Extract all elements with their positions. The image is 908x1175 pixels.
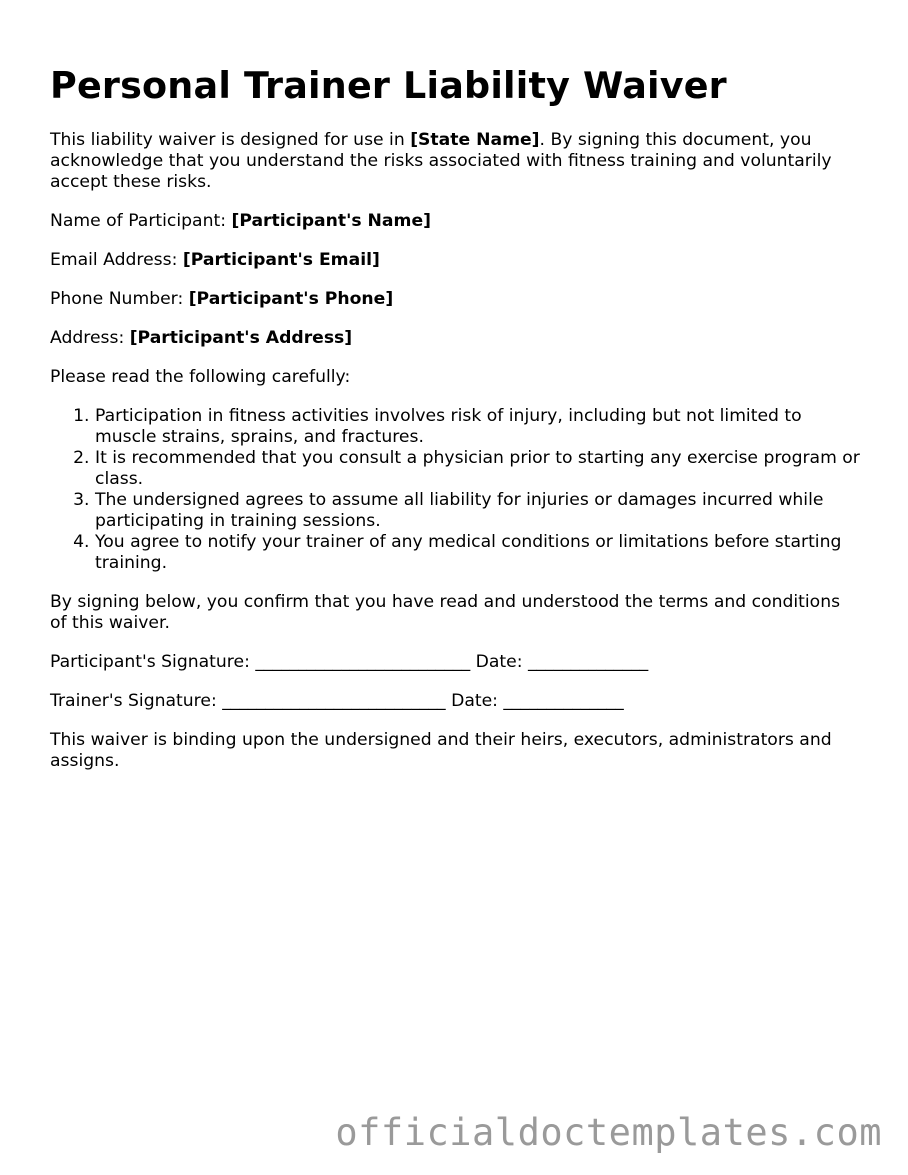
participant-name-value: [Participant's Name]	[231, 211, 431, 231]
participant-phone-field	[50, 289, 860, 310]
participant-signature-line: Participant's Signature: _________________________ Date: ______________	[50, 652, 649, 672]
confirmation-paragraph: By signing below, you confirm that you have read and understood the terms and conditions of this waiver.	[50, 592, 841, 633]
participant-address-label: Address:	[50, 328, 130, 348]
participant-email-field	[50, 250, 860, 271]
participant-email-value: [Participant's Email]	[182, 250, 380, 270]
document-title: Personal Trainer Liability Waiver	[50, 64, 727, 107]
intro-text-after: . By signing this document, you acknowledge that you understand the risks associated with fitness training and voluntarily accept these risks.	[50, 130, 832, 192]
participant-name-label: Name of Participant:	[50, 211, 232, 231]
instructions-text: Please read the following carefully:	[50, 367, 351, 387]
closing-paragraph: This waiver is binding upon the undersigned and their heirs, executors, administrators and assigns.	[50, 730, 832, 771]
document-page	[50, 62, 860, 772]
term-item: 2. It is recommended that you consult a physician prior to starting any exercise program or class.	[95, 448, 860, 490]
participant-phone-value: [Participant's Phone]	[188, 289, 394, 309]
participant-address-value: [Participant's Address]	[129, 328, 353, 348]
intro-text-before: This liability waiver is designed for use in	[50, 130, 411, 150]
intro-paragraph	[50, 130, 860, 193]
state-name-placeholder: [State Name]	[410, 130, 540, 150]
term-item: 1. Participation in fitness activities involves risk of injury, including but not limited to muscle strains, sprains, and fractures.	[95, 406, 860, 448]
term-item: 3. The undersigned agrees to assume all liability for injuries or damages incurred while participating in training sessions.	[95, 490, 860, 532]
participant-phone-label: Phone Number:	[50, 289, 189, 309]
trainer-signature-line: Trainer's Signature: __________________________ Date: ______________	[50, 691, 624, 711]
terms-list	[50, 406, 860, 574]
participant-email-label: Email Address:	[50, 250, 183, 270]
term-item: 4. You agree to notify your trainer of any medical conditions or limitations before starting training.	[95, 532, 860, 574]
participant-name-field	[50, 211, 860, 232]
watermark: officialdoctemplates.com	[335, 1111, 882, 1154]
participant-address-field	[50, 328, 860, 349]
